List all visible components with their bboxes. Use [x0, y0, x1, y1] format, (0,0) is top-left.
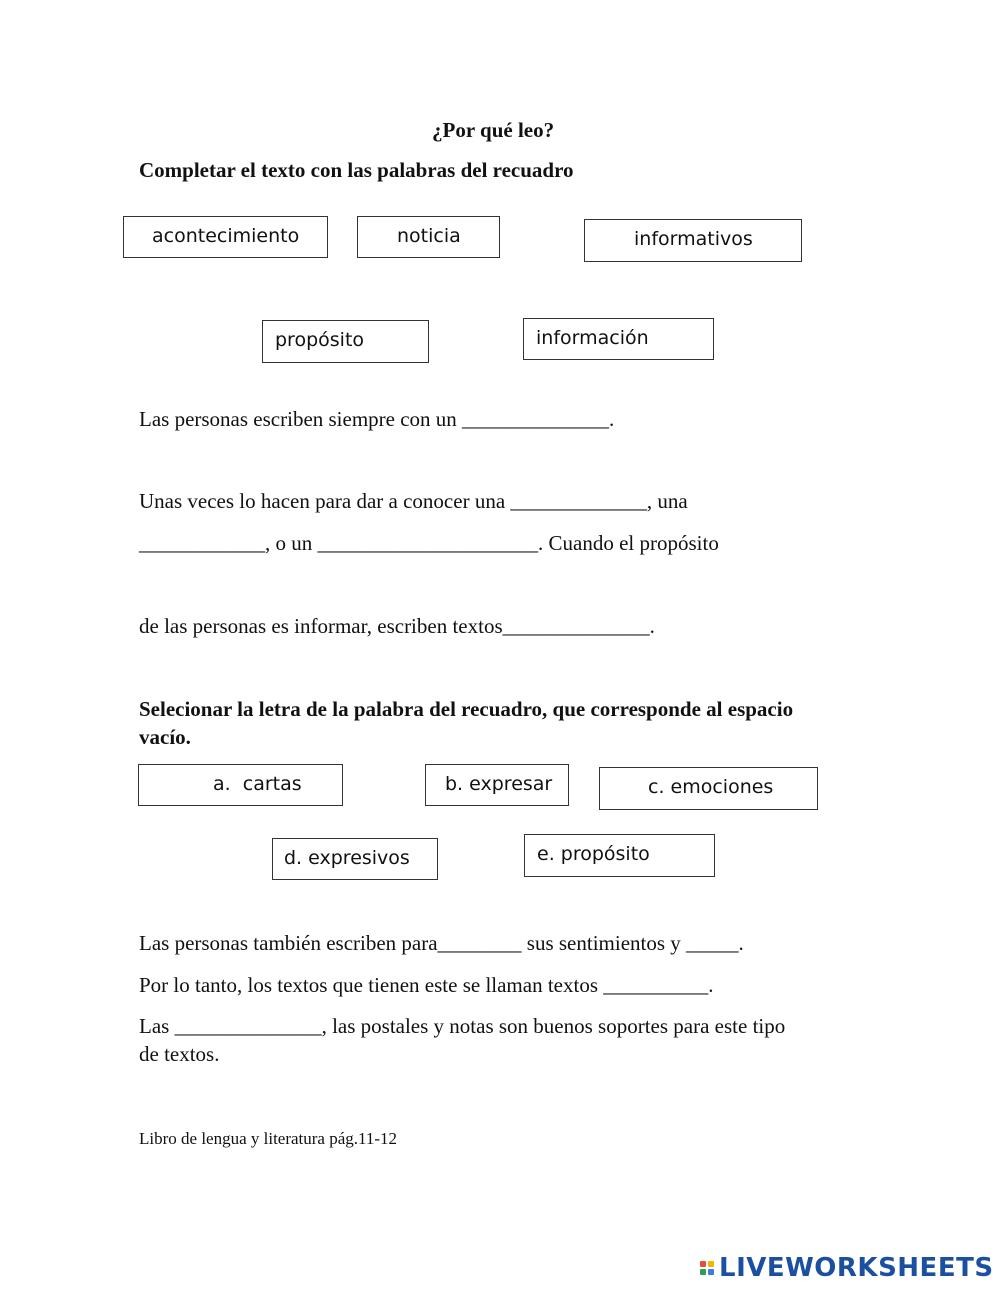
option-box-d[interactable] — [272, 838, 438, 880]
option-box-b[interactable] — [425, 764, 569, 806]
word-box-noticia[interactable] — [357, 216, 500, 258]
section1-line-1: Las personas escriben siempre con un ______________. — [139, 407, 615, 431]
section1-heading: Completar el texto con las palabras del recuadro — [139, 158, 574, 182]
word-label: información — [536, 327, 649, 349]
word-label: informativos — [634, 228, 753, 250]
section1-line-4: de las personas es informar, escriben textos______________. — [139, 614, 655, 638]
section2-line-4: de textos. — [139, 1042, 220, 1066]
section2-heading: Selecionar la letra de la palabra del recuadro, que corresponde al espacio — [139, 697, 794, 721]
word-label: propósito — [275, 329, 365, 351]
option-box-c[interactable] — [599, 767, 818, 810]
section1-line-3: ____________, o un _____________________. Cuando el propósito — [139, 531, 719, 555]
logo-mark-icon — [700, 1261, 714, 1275]
section2-line-1: Las personas también escriben para________ sus sentimientos y _____. — [139, 931, 744, 955]
page-title: ¿Por qué leo? — [432, 118, 555, 142]
word-label: acontecimiento — [152, 225, 300, 247]
word-box-proposito[interactable] — [262, 320, 429, 363]
section1-line-2: Unas veces lo hacen para dar a conocer una _____________, una — [139, 489, 688, 513]
option-box-a[interactable] — [138, 764, 343, 806]
option-label: e. propósito — [537, 843, 650, 865]
option-label: b. expresar — [445, 773, 553, 795]
option-label: a. cartas — [213, 773, 302, 795]
word-box-informacion[interactable] — [523, 318, 714, 360]
section2-heading-cont: vacío. — [139, 725, 191, 749]
word-box-acontecimiento[interactable] — [123, 216, 328, 258]
word-label: noticia — [397, 225, 461, 247]
section2-line-3: Las ______________, las postales y notas son buenos soportes para este tipo — [139, 1014, 786, 1038]
option-label: d. expresivos — [284, 847, 410, 869]
option-box-e[interactable] — [524, 834, 715, 877]
word-box-informativos[interactable] — [584, 219, 802, 262]
section2-line-2: Por lo tanto, los textos que tienen este se llaman textos __________. — [139, 973, 714, 997]
option-label: c. emociones — [648, 776, 774, 798]
logo-text: LIVEWORKSHEETS — [719, 1253, 994, 1283]
liveworksheets-logo[interactable] — [700, 1253, 994, 1283]
source-note: Libro de lengua y literatura pág.11-12 — [139, 1129, 398, 1148]
